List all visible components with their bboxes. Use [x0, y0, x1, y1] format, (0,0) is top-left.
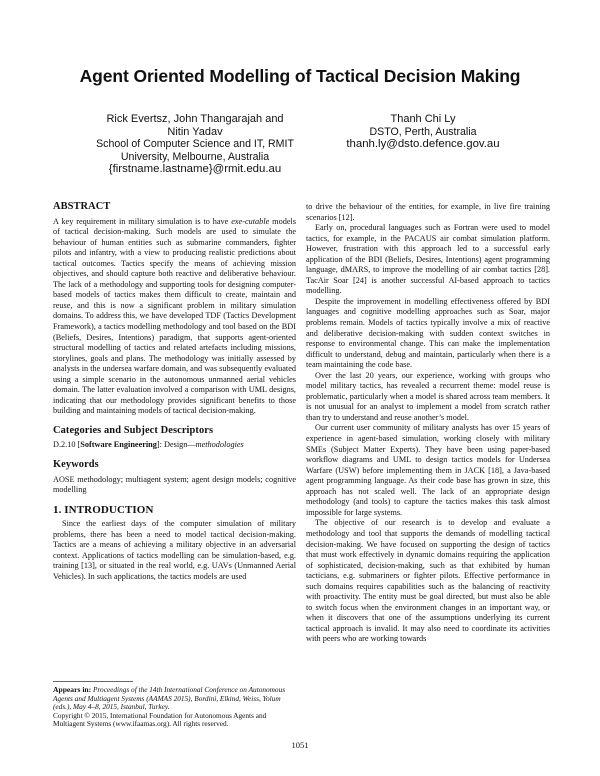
abstract-heading: ABSTRACT: [53, 201, 111, 212]
abstract-text-emph: exe-cutable: [231, 216, 270, 226]
categories-rest: ]: Design—: [156, 440, 196, 450]
left-column: [53, 202, 296, 583]
keywords-text: AOSE methodology; multiagent system; agent design models; cognitive modelling: [53, 474, 296, 495]
author-names-line1: Rick Evertsz, John Thangarajah and: [106, 113, 284, 125]
author-name: Thanh Chi Ly: [390, 113, 456, 125]
author-block-rmit: [75, 113, 315, 176]
intro-paragraph-4: Over the last 20 years, our experience, working with groups who model military tactics, has revealed a recurrent theme: model reuse is problematic, particularly when a model is shared across team members. It is not unusual for an analyst to implement a model from scratch rather than try to understand and reuse another’s model.: [306, 370, 550, 422]
categories-code: D.2.10 [: [53, 440, 81, 450]
footnote-rule: [53, 681, 133, 682]
author-affiliation-line2: University, Melbourne, Australia: [120, 150, 270, 163]
intro-paragraph-6: The objective of our research is to develop and evaluate a methodology and tool that supports the demands of modelling tactical decision-making. We have focused on supporting the design of tactics that must work effectively in dynamic domains requiring the application of sophisticated, decision-making, such as that exhibited by human tacticians, e.g. submariners or fighter pilots. Effective performance in such domains requires capabilities such as the balancing of reactivity with proactivity. The entity must be goal directed, but must also be able to switch focus when the environment changes in an important way, or when it discovers that one of the assumptions underlying its current tactical approach is invalid. It may also need to coordinate its activities with peers who are working towards: [306, 518, 550, 644]
author-names-line2: Nitin Yadav: [167, 125, 223, 138]
abstract-text: [53, 217, 296, 417]
intro-paragraph-3: Despite the improvement in modelling effectiveness offered by BDI languages and cognitive modelling approaches such as Soar, major problems remain. Models of tactics typically involve a mix of reactive and deliberative decision-making with sudden context switches in response to environmental change. This can make the implementation difficult to understand, debug and maintain, particularly when there is a team maintaining the code base.: [306, 296, 550, 370]
categories-italic: methodologies: [195, 440, 244, 450]
intro-continuation: to drive the behaviour of the entities, for example, in live fire training scenarios [12].: [306, 202, 550, 222]
categories-heading: Categories and Subject Descriptors: [53, 424, 214, 436]
categories-bold: Software Engineering: [80, 440, 157, 450]
intro-paragraph-1: Since the earliest days of the computer simulation of military problems, there has been a need to model tactical decision-making. Tactics are a means of achieving a military objective in an adversarial context. Applications of tactics modelling can be simulation-based, e.g. training [13], or situated in the real world, e.g. UAVs (Unmanned Aerial Vehicles). In such applications, the tactics models are used: [53, 519, 296, 581]
author-affiliation: DSTO, Perth, Australia: [369, 125, 477, 138]
categories-text: [53, 440, 296, 451]
copyright-notice: Copyright © 2015, International Foundation for Autonomous Agents and Multiagent Systems (www.ifaamas.org). All rights reserved.: [53, 710, 267, 729]
paper-title: Agent Oriented Modelling of Tactical Decision Making: [79, 66, 521, 86]
abstract-text-b: models of tactical decision-making. Such models are used to simulate the behaviour of human entities such as submarine commanders, fighter pilots and infantry, with a view to producing realistic predictions about tactical outcomes. Tactics specify the means of achieving mission objectives, and should capture both reactive and deliberative behaviour. The lack of a methodology and supporting tools for designing computer-based models of tactics makes them difficult to create, maintain and reuse, and this is now a significant problem in military simulation domains. To address this, we have developed TDF (Tactics Development Framework), a tactics modelling methodology and tool based on the BDI (Beliefs, Desires, Intentions) paradigm, that supports agent-oriented structural modelling of tactics and related artefacts including missions, storylines, goals and plans. The methodology was initially assessed by analysts in the undersea warfare domain, and was subsequently evaluated using a simple scenario in the autonomous unmanned aerial vehicles domain. The latter evaluation involved a comparison with UML designs, indicating that our methodology provides significant benefits to those building and maintaining models of tactical decision-making.: [53, 216, 296, 416]
abstract-text-a: A key requirement in military simulation is to have: [53, 216, 232, 226]
author-block-dsto: [318, 113, 528, 151]
appears-in-footnote: [53, 686, 296, 729]
appears-in-proceedings: Proceedings of the 14th International Conference on Autonomous Agents and Multiagent Systems (AAMAS 2015), Bordini, Elkind, Weiss, Yolum (eds.), May 4–8, 2015, Istanbul, Turkey.: [53, 685, 286, 712]
keywords-heading: Keywords: [53, 459, 99, 471]
intro-paragraph-2: Early on, procedural languages such as Fortran were used to model tactics, for example, in the PACAUS air combat simulation platform. However, frustration with this approach led to a successful early application of the BDI (Beliefs, Desires, Intentions) agent programming language, dMARS, to improve the modelling of air combat tactics [28]. TacAir Soar [24] is another successful AI-based approach to tactics modelling.: [306, 223, 550, 296]
introduction-heading: 1. INTRODUCTION: [53, 503, 154, 516]
author-email: {firstname.lastname}@rmit.edu.au: [108, 163, 282, 175]
author-affiliation-line1: School of Computer Science and IT, RMIT: [96, 138, 294, 150]
intro-paragraph-5: Our current user community of military analysts has over 15 years of experience in agent-based simulation, working closely with military SMEs (Subject Matter Experts). They have been using paper-based workflow diagrams and UML to design tactics models for Undersea Warfare (USW) before implementing them in JACK [18], a Java-based agent programming language. As their code base has grown in size, this approach has not scaled well. The lack of an appropriate design methodology (and tools) to capture the tactics makes this task almost impossible for large systems.: [306, 423, 550, 517]
appears-in-label: Appears in:: [53, 685, 92, 694]
page-number: 1051: [291, 740, 309, 750]
right-column: [306, 202, 550, 645]
author-email: thanh.ly@dsto.defence.gov.au: [346, 138, 500, 150]
